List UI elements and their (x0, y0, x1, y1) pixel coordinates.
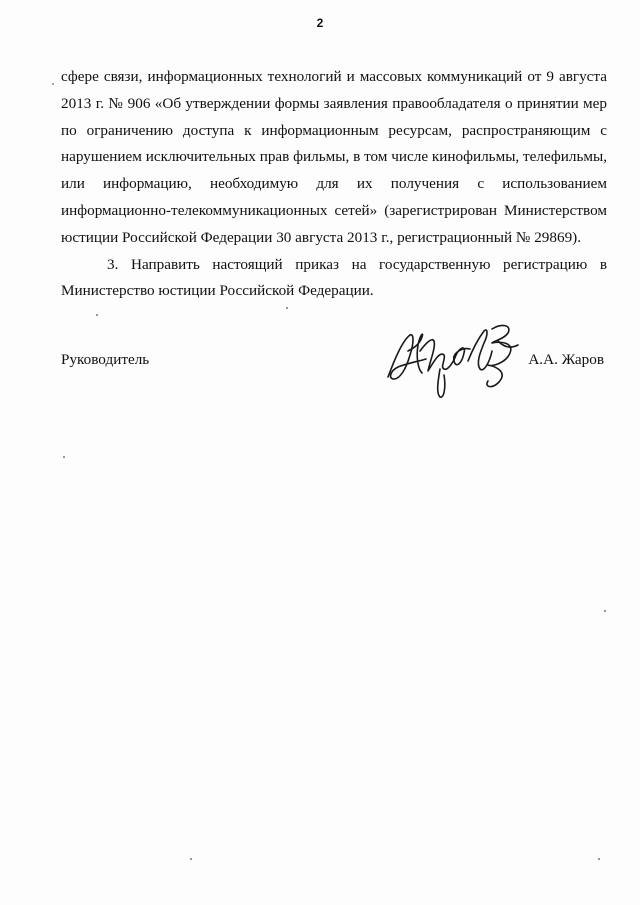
handwritten-signature (380, 321, 530, 401)
text-line: 2013 г. № 906 «Об утверждении формы заявления правообладателя о принятии мер (61, 94, 607, 112)
document-body (61, 64, 607, 305)
scan-speck (96, 314, 98, 316)
text-line: 3. Направить настоящий приказ на государственную регистрацию в (107, 255, 607, 273)
signer-position: Руководитель (61, 351, 150, 368)
text-line: сфере связи, информационных технологий и массовых коммуникаций от 9 августа (61, 68, 607, 85)
scan-speck (598, 858, 600, 860)
scan-speck (604, 610, 606, 612)
scan-speck (63, 456, 65, 458)
text-line: или информацию, необходимую для их получения с использованием (61, 175, 607, 193)
scan-speck (190, 858, 192, 860)
scan-speck (286, 307, 288, 309)
scan-speck (52, 83, 54, 85)
paragraph-item-3 (61, 252, 607, 306)
text-line: по ограничению доступа к информационным ресурсам, распространяющим с (61, 121, 607, 139)
paragraph-continuation (61, 64, 607, 252)
text-line: информационно-телекоммуникационных сетей» (зарегистрирован Министерством (61, 201, 607, 219)
text-line: юстиции Российской Федерации 30 августа 2013 г., регистрационный № 29869). (61, 228, 582, 246)
signer-name: А.А. Жаров (528, 351, 604, 368)
text-line: нарушением исключительных прав фильмы, в том числе кинофильмы, телефильмы, (61, 148, 607, 166)
page-number: 2 (316, 16, 324, 30)
text-line: Министерство юстиции Российской Федерации. (61, 282, 374, 300)
